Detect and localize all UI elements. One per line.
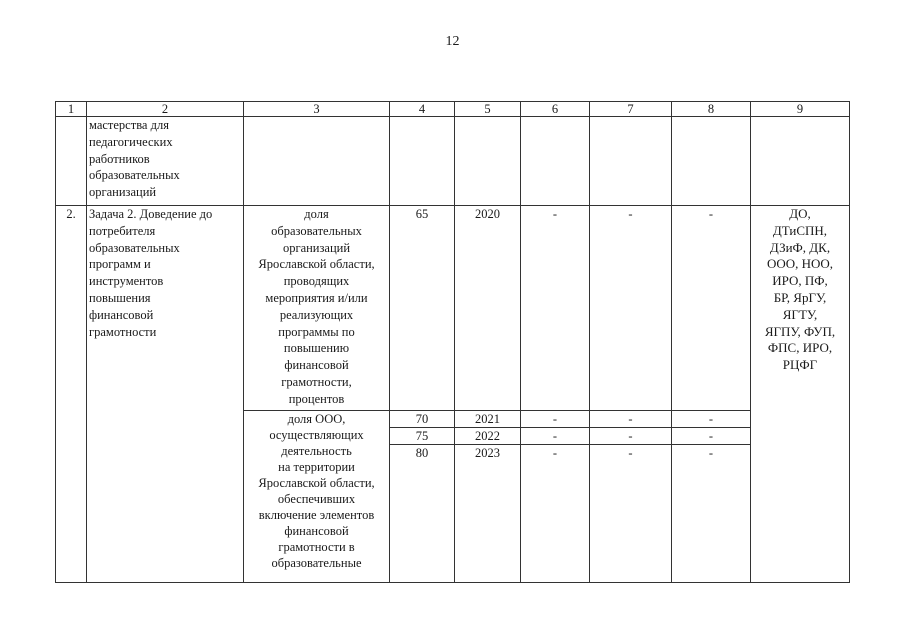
indicator-value: 65 xyxy=(390,206,455,411)
indicator-col6: - xyxy=(521,411,590,428)
indicator-text: доля образовательных организаций Ярославской области, проводящих мероприятия и/или реализующих программы по повышению финансовой грамотности, процентов xyxy=(244,206,390,411)
indicator-col8: - xyxy=(672,206,751,411)
indicator-text: доля ООО, осуществляющих деятельность на территории Ярославской области, обеспечивших включение элементов финансовой грамотности в образовательные xyxy=(244,411,390,583)
indicator-col7: - xyxy=(590,445,672,583)
indicator-year: 2023 xyxy=(455,445,521,583)
indicator-col8: - xyxy=(672,428,751,445)
header-cell: 7 xyxy=(590,102,672,117)
header-row xyxy=(56,102,850,117)
indicator-col7: - xyxy=(590,206,672,411)
header-cell: 8 xyxy=(672,102,751,117)
indicator-col6: - xyxy=(521,428,590,445)
task-row xyxy=(56,206,850,411)
indicator-col8: - xyxy=(672,411,751,428)
indicator-col7: - xyxy=(590,411,672,428)
header-cell: 1 xyxy=(56,102,87,117)
continuation-description: мастерства для педагогических работников образовательных организаций xyxy=(87,117,244,206)
continuation-row xyxy=(56,117,850,206)
indicator-value: 70 xyxy=(390,411,455,428)
header-cell: 5 xyxy=(455,102,521,117)
indicator-col6: - xyxy=(521,445,590,583)
header-cell: 2 xyxy=(87,102,244,117)
task-executors: ДО, ДТиСПН, ДЗиФ, ДК, ООО, НОО, ИРО, ПФ, БР, ЯрГУ, ЯГТУ, ЯГПУ, ФУП, ФПС, ИРО, РЦФГ xyxy=(751,206,850,583)
page-number: 12 xyxy=(445,34,460,49)
indicator-col7: - xyxy=(590,428,672,445)
indicator-col8: - xyxy=(672,445,751,583)
indicators-table xyxy=(55,101,850,583)
indicator-value: 80 xyxy=(390,445,455,583)
indicator-year: 2022 xyxy=(455,428,521,445)
indicator-year: 2021 xyxy=(455,411,521,428)
header-cell: 3 xyxy=(244,102,390,117)
indicator-year: 2020 xyxy=(455,206,521,411)
task-number: 2. xyxy=(56,206,87,583)
indicator-value: 75 xyxy=(390,428,455,445)
task-description: Задача 2. Доведение до потребителя образовательных программ и инструментов повышения финансовой грамотности xyxy=(87,206,244,583)
indicator-col6: - xyxy=(521,206,590,411)
header-cell: 6 xyxy=(521,102,590,117)
header-cell: 9 xyxy=(751,102,850,117)
header-cell: 4 xyxy=(390,102,455,117)
